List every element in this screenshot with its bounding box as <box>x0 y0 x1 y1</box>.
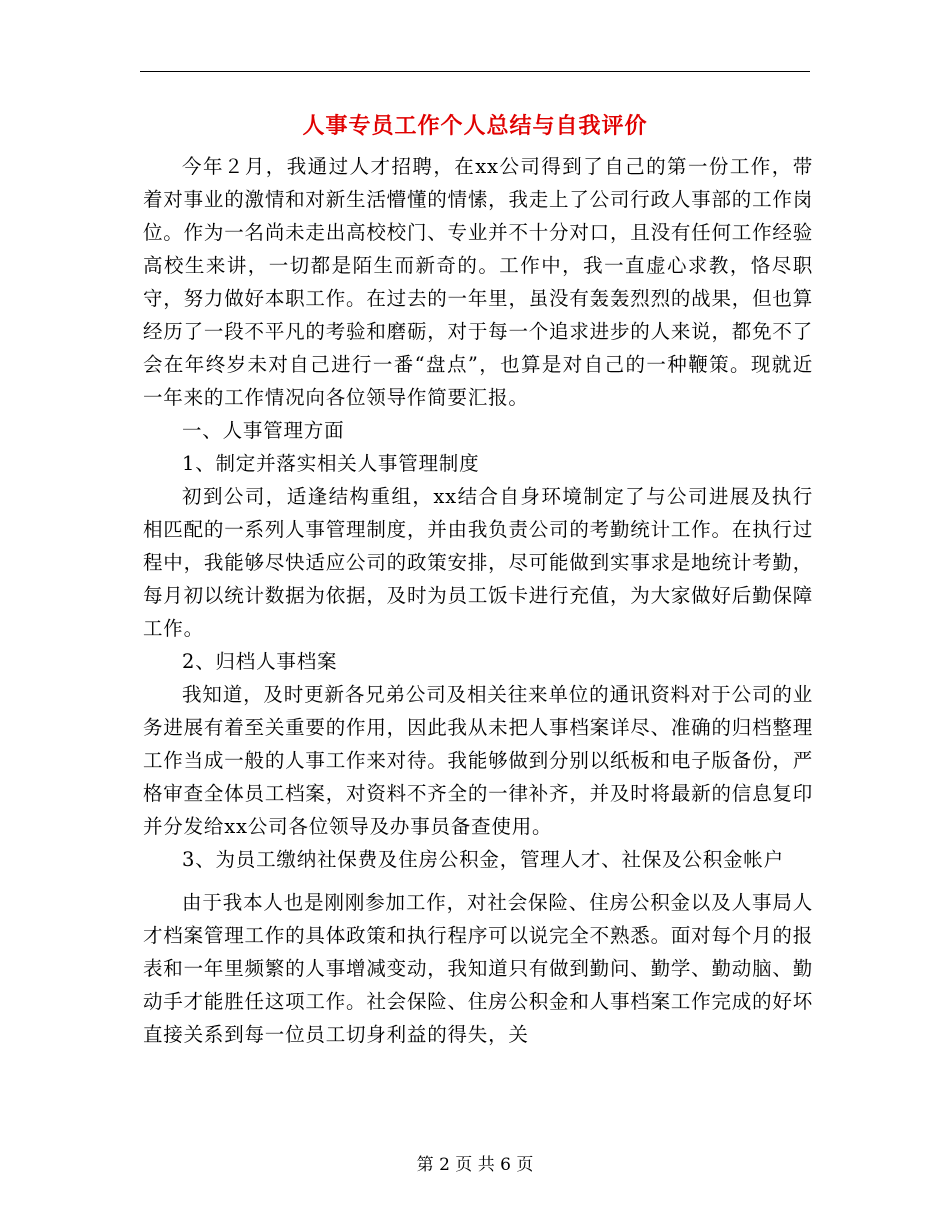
paragraph-archives: 我知道，及时更新各兄弟公司及相关往来单位的通讯资料对于公司的业务进展有着至关重要的作用，因此我从未把人事档案详尽、准确的归档整理工作当成一般的人事工作来对待。我能够做到分别以纸板和电子版备份，严格审查全体员工档案，对资料不齐全的一律补齐，并及时将最新的信息复印并分发给xx公司各位领导及办事员备查使用。 <box>143 683 813 838</box>
section-heading-personnel-management: 一、人事管理方面 <box>182 419 345 442</box>
header-rule <box>140 71 810 72</box>
subheading-social-insurance: 3、为员工缴纳社保费及住房公积金，管理人才、社保及公积金帐户 <box>182 848 784 871</box>
subheading-regulations: 1、制定并落实相关人事管理制度 <box>182 452 480 475</box>
subheading-archives: 2、归档人事档案 <box>182 650 338 673</box>
paragraph-regulations: 初到公司，适逢结构重组，xx结合自身环境制定了与公司进展及执行相匹配的一系列人事管理制度，并由我负责公司的考勤统计工作。在执行过程中，我能够尽快适应公司的政策安排，尽可能做到实事求是地统计考勤，每月初以统计数据为依据，及时为员工饭卡进行充值，为大家做好后勤保障工作。 <box>143 485 813 640</box>
document-title: 人事专员工作个人总结与自我评价 <box>302 113 648 139</box>
paragraph-intro: 今年２月，我通过人才招聘，在xx公司得到了自己的第一份工作，带着对事业的激情和对新生活懵懂的情愫，我走上了公司行政人事部的工作岗位。作为一名尚未走出高校校门、专业并不十分对口，且没有任何工作经验高校生来讲，一切都是陌生而新奇的。工作中，我一直虚心求教，恪尽职守，努力做好本职工作。在过去的一年里，虽没有轰轰烈烈的战果，但也算经历了一段不平凡的考验和磨砺，对于每一个追求进步的人来说，都免不了会在年终岁未对自己进行一番“盘点”，也算是对自己的一种鞭策。现就近一年来的工作情况向各位领导作简要汇报。 <box>143 155 813 409</box>
document-body <box>143 150 813 1051</box>
paragraph-social-insurance: 由于我本人也是刚刚参加工作，对社会保险、住房公积金以及人事局人才档案管理工作的具体政策和执行程序可以说完全不熟悉。面对每个月的报表和一年里频繁的人事增减变动，我知道只有做到勤问、勤学、勤动脑、勤动手才能胜任这项工作。社会保险、住房公积金和人事档案工作完成的好坏直接关系到每一位员工切身利益的得失，关 <box>143 891 813 1046</box>
page-number: 第 2 页 共 6 页 <box>416 1155 534 1175</box>
